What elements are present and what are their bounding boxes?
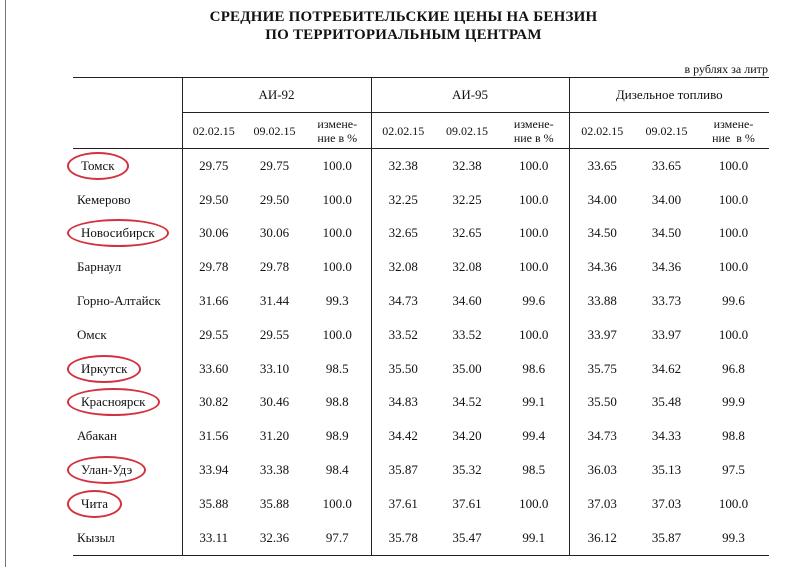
ai95-change-cell: 100.0 bbox=[519, 259, 549, 275]
ai92-price-1-cell: 33.11 bbox=[182, 521, 245, 556]
ai95-price-2-cell: 34.52 bbox=[452, 394, 482, 410]
diesel-change-cell: 98.8 bbox=[722, 428, 745, 444]
city-cell bbox=[73, 521, 182, 556]
ai95-price-1-cell: 32.25 bbox=[371, 183, 435, 217]
ai95-price-1-cell: 35.50 bbox=[371, 352, 435, 386]
ai92-price-2-cell: 32.36 bbox=[245, 521, 304, 556]
diesel-price-2-cell: 34.36 bbox=[651, 259, 682, 275]
circled-city-name: Иркутск bbox=[67, 355, 141, 383]
group-diesel: Дизельное топливо bbox=[569, 78, 769, 113]
ai95-price-2-cell: 32.65 bbox=[452, 225, 482, 241]
diesel-price-1-cell: 33.65 bbox=[569, 149, 635, 183]
group-ai95: АИ-95 bbox=[371, 78, 569, 113]
ai92-price-1-cell: 31.56 bbox=[182, 419, 245, 453]
ai92-price-1-cell: 33.60 bbox=[182, 352, 245, 386]
diesel-change-cell: 100.0 bbox=[718, 225, 749, 241]
ai92-price-2-cell: 35.88 bbox=[259, 495, 290, 511]
ai92-change-header: измене- ние в % bbox=[304, 113, 371, 149]
ai92-price-2-cell: 30.46 bbox=[259, 394, 290, 410]
city-name: Кызыл bbox=[77, 529, 115, 545]
diesel-price-1-cell: 34.73 bbox=[569, 419, 635, 453]
ai95-change-header: измене- ние в % bbox=[499, 113, 569, 149]
ai92-price-1-cell: 31.66 bbox=[182, 284, 245, 318]
city-cell bbox=[73, 250, 182, 284]
ai95-price-1-cell: 35.78 bbox=[371, 521, 435, 556]
table-row bbox=[73, 318, 769, 352]
ai95-change-cell: 100.0 bbox=[519, 326, 549, 342]
diesel-price-1-cell: 34.36 bbox=[569, 250, 635, 284]
city-cell bbox=[73, 149, 182, 183]
ai92-price-1-cell: 29.75 bbox=[182, 149, 245, 183]
ai95-price-1-cell: 33.52 bbox=[371, 318, 435, 352]
diesel-price-1-cell: 33.88 bbox=[569, 284, 635, 318]
diesel-price-1-cell: 35.50 bbox=[569, 386, 635, 420]
ai92-price-1-cell: 29.50 bbox=[182, 183, 245, 217]
table-row bbox=[73, 149, 769, 183]
title-line-2: ПО ТЕРРИТОРИАЛЬНЫМ ЦЕНТРАМ bbox=[265, 27, 542, 43]
diesel-price-2-cell: 37.03 bbox=[651, 495, 682, 511]
diesel-change-cell: 99.3 bbox=[698, 521, 769, 556]
ai92-change-cell: 98.8 bbox=[325, 394, 349, 410]
page-left-border bbox=[5, 0, 6, 567]
ai95-price-2-cell: 32.25 bbox=[452, 191, 482, 207]
table-row bbox=[73, 352, 769, 386]
city-cell bbox=[73, 183, 182, 217]
diesel-price-2-cell: 35.13 bbox=[651, 462, 682, 478]
city-name: Горно-Алтайск bbox=[77, 293, 161, 309]
ai95-price-2-cell: 32.08 bbox=[452, 259, 482, 275]
ai92-price-1-cell: 35.88 bbox=[182, 487, 245, 521]
ai92-price-2-cell: 31.20 bbox=[259, 428, 290, 444]
ai95-price-1-cell: 32.08 bbox=[371, 250, 435, 284]
diesel-price-2-cell: 34.00 bbox=[651, 191, 682, 207]
ai95-price-1-cell: 37.61 bbox=[371, 487, 435, 521]
city-cell bbox=[73, 419, 182, 453]
price-table-body bbox=[73, 149, 769, 556]
circled-city-name: Томск bbox=[67, 152, 129, 180]
ai92-price-2-cell: 29.55 bbox=[259, 326, 290, 342]
diesel-price-1-cell: 36.12 bbox=[569, 521, 635, 556]
diesel-price-2-cell: 33.73 bbox=[651, 293, 682, 309]
ai92-change-cell: 100.0 bbox=[322, 326, 352, 342]
ai95-price-2-cell: 32.38 bbox=[452, 157, 482, 173]
ai92-change-cell: 100.0 bbox=[322, 157, 352, 173]
ai92-price-1-cell: 29.55 bbox=[182, 318, 245, 352]
city-cell bbox=[73, 453, 182, 487]
ai95-change-cell: 98.5 bbox=[522, 462, 546, 478]
ai92-change-cell: 97.7 bbox=[304, 521, 371, 556]
ai92-price-1-cell: 30.06 bbox=[182, 217, 245, 251]
diesel-price-1-cell: 36.03 bbox=[569, 453, 635, 487]
ai95-price-2-cell: 35.32 bbox=[452, 462, 482, 478]
table-row bbox=[73, 183, 769, 217]
table-row bbox=[73, 250, 769, 284]
title-line-1: СРЕДНИЕ ПОТРЕБИТЕЛЬСКИЕ ЦЕНЫ НА БЕНЗИН bbox=[209, 9, 598, 25]
document-title bbox=[0, 8, 807, 44]
ai92-price-2-cell: 30.06 bbox=[259, 225, 290, 241]
ai92-price-2-cell: 29.50 bbox=[259, 191, 290, 207]
ai92-change-cell: 98.5 bbox=[325, 360, 349, 376]
diesel-price-2-cell: 35.48 bbox=[651, 394, 682, 410]
table-row bbox=[73, 487, 769, 521]
ai95-date-2: 09.02.15 bbox=[435, 113, 499, 149]
table-row bbox=[73, 217, 769, 251]
diesel-price-1-cell: 34.50 bbox=[569, 217, 635, 251]
diesel-change-cell: 100.0 bbox=[718, 326, 749, 342]
diesel-change-cell: 100.0 bbox=[718, 495, 749, 511]
city-cell bbox=[73, 284, 182, 318]
diesel-change-cell: 97.5 bbox=[722, 462, 745, 478]
ai92-change-cell: 100.0 bbox=[322, 259, 352, 275]
ai95-change-cell: 100.0 bbox=[519, 225, 549, 241]
diesel-change-cell: 99.9 bbox=[722, 394, 745, 410]
ai95-price-2-cell: 35.47 bbox=[435, 521, 499, 556]
ai92-price-2-cell: 31.44 bbox=[259, 293, 290, 309]
ai95-change-cell: 98.6 bbox=[522, 360, 546, 376]
diesel-change-cell: 100.0 bbox=[718, 191, 749, 207]
ai95-price-1-cell: 35.87 bbox=[371, 453, 435, 487]
ai95-date-1: 02.02.15 bbox=[371, 113, 435, 149]
diesel-change-cell: 99.6 bbox=[722, 293, 745, 309]
diesel-change-cell: 96.8 bbox=[722, 360, 745, 376]
city-cell bbox=[73, 217, 182, 251]
circled-city-name: Красноярск bbox=[67, 388, 160, 416]
ai95-price-1-cell: 34.42 bbox=[371, 419, 435, 453]
ai92-change-cell: 99.3 bbox=[325, 293, 349, 309]
ai95-change-cell: 99.1 bbox=[522, 394, 546, 410]
diesel-price-1-cell: 35.75 bbox=[569, 352, 635, 386]
diesel-price-1-cell: 37.03 bbox=[569, 487, 635, 521]
diesel-price-2-cell: 34.50 bbox=[651, 225, 682, 241]
diesel-price-1-cell: 33.97 bbox=[569, 318, 635, 352]
diesel-price-2-cell: 34.33 bbox=[651, 428, 682, 444]
ai95-price-1-cell: 34.73 bbox=[371, 284, 435, 318]
ai95-price-2-cell: 35.00 bbox=[452, 360, 482, 376]
table-row bbox=[73, 453, 769, 487]
diesel-change-cell: 100.0 bbox=[718, 259, 749, 275]
ai95-change-cell: 99.1 bbox=[499, 521, 569, 556]
subheader-row bbox=[73, 113, 769, 149]
ai95-price-1-cell: 34.83 bbox=[371, 386, 435, 420]
circled-city-name: Улан-Удэ bbox=[67, 456, 146, 484]
ai92-change-cell: 98.9 bbox=[325, 428, 349, 444]
city-subheader-blank bbox=[73, 113, 182, 149]
ai92-price-1-cell: 30.82 bbox=[182, 386, 245, 420]
circled-city-name: Новосибирск bbox=[67, 219, 169, 247]
ai92-date-1: 02.02.15 bbox=[182, 113, 245, 149]
city-cell bbox=[73, 487, 182, 521]
ai92-date-2: 09.02.15 bbox=[245, 113, 304, 149]
ai95-change-cell: 100.0 bbox=[519, 495, 549, 511]
units-note: в рублях за литр bbox=[684, 62, 768, 76]
table-row bbox=[73, 419, 769, 453]
diesel-change-header: измене- ние в % bbox=[698, 113, 769, 149]
ai92-price-2-cell: 33.38 bbox=[259, 462, 290, 478]
diesel-date-2: 09.02.15 bbox=[635, 113, 698, 149]
diesel-price-2-cell: 33.97 bbox=[651, 326, 682, 342]
diesel-date-1: 02.02.15 bbox=[569, 113, 635, 149]
diesel-price-2-cell: 33.65 bbox=[651, 157, 682, 173]
city-name: Омск bbox=[77, 326, 107, 342]
ai95-price-2-cell: 34.20 bbox=[452, 428, 482, 444]
ai95-price-2-cell: 34.60 bbox=[452, 293, 482, 309]
city-header-blank bbox=[73, 78, 182, 113]
ai92-price-1-cell: 33.94 bbox=[182, 453, 245, 487]
ai95-price-1-cell: 32.38 bbox=[371, 149, 435, 183]
ai92-change-cell: 100.0 bbox=[322, 495, 352, 511]
group-ai92: АИ-92 bbox=[182, 78, 371, 113]
ai92-price-2-cell: 29.75 bbox=[259, 157, 290, 173]
city-cell bbox=[73, 318, 182, 352]
city-cell bbox=[73, 352, 182, 386]
ai95-price-1-cell: 32.65 bbox=[371, 217, 435, 251]
fuel-price-table bbox=[73, 77, 769, 556]
ai92-change-cell: 98.4 bbox=[325, 462, 349, 478]
ai95-price-2-cell: 33.52 bbox=[452, 326, 482, 342]
table-row bbox=[73, 386, 769, 420]
diesel-price-1-cell: 34.00 bbox=[569, 183, 635, 217]
ai92-change-cell: 100.0 bbox=[322, 225, 352, 241]
ai95-change-cell: 99.6 bbox=[522, 293, 546, 309]
ai95-change-cell: 100.0 bbox=[519, 191, 549, 207]
city-name: Абакан bbox=[77, 428, 117, 444]
diesel-price-2-cell: 34.62 bbox=[651, 360, 682, 376]
ai92-price-2-cell: 33.10 bbox=[259, 360, 290, 376]
group-header-row bbox=[73, 78, 769, 113]
city-cell bbox=[73, 386, 182, 420]
ai92-price-1-cell: 29.78 bbox=[182, 250, 245, 284]
table-row bbox=[73, 284, 769, 318]
ai95-change-cell: 100.0 bbox=[519, 157, 549, 173]
table-row bbox=[73, 521, 769, 556]
ai92-change-cell: 100.0 bbox=[322, 191, 352, 207]
city-name: Барнаул bbox=[77, 259, 122, 275]
city-name: Кемерово bbox=[77, 191, 131, 207]
ai95-price-2-cell: 37.61 bbox=[452, 495, 482, 511]
ai92-price-2-cell: 29.78 bbox=[259, 259, 290, 275]
diesel-price-2-cell: 35.87 bbox=[635, 521, 698, 556]
circled-city-name: Чита bbox=[67, 490, 122, 518]
diesel-change-cell: 100.0 bbox=[718, 157, 749, 173]
ai95-change-cell: 99.4 bbox=[522, 428, 546, 444]
